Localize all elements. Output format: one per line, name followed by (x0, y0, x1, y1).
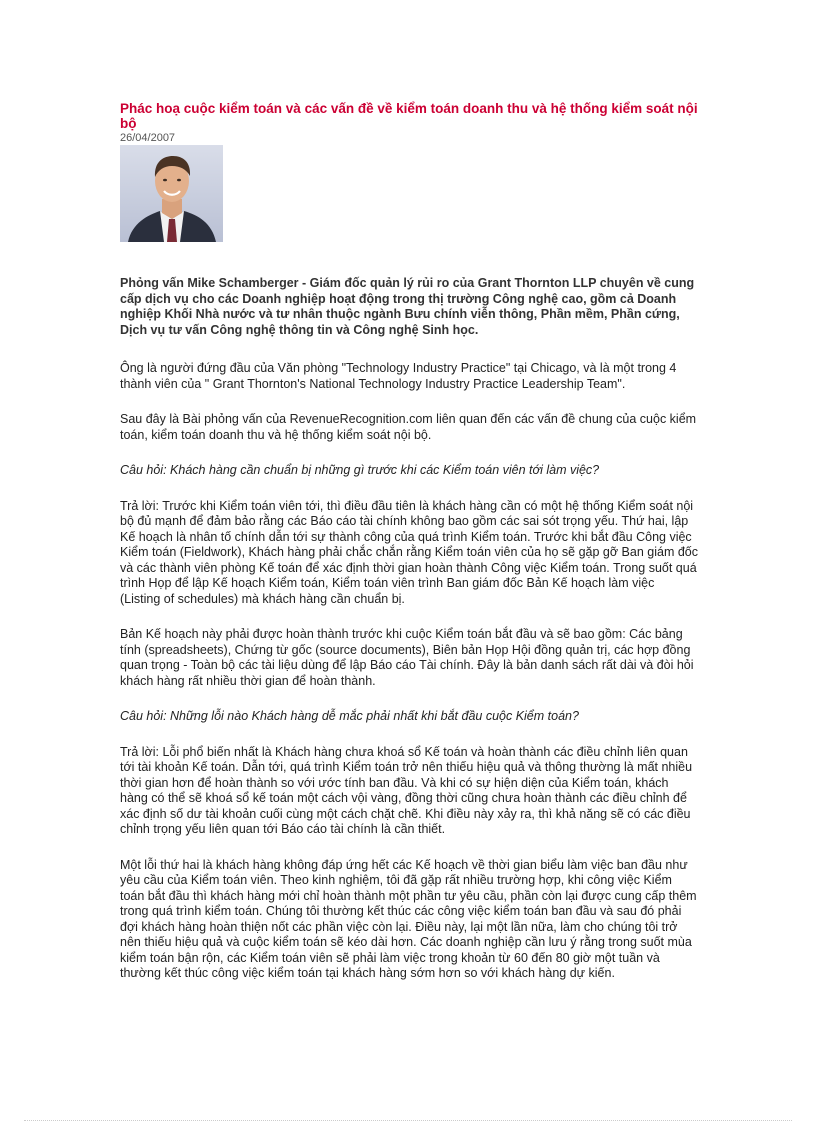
article-title: Phác hoạ cuộc kiểm toán và các vấn đề về kiểm toán doanh thu và hệ thống kiểm soát nội bộ (120, 101, 698, 131)
answer-2: Trả lời: Lỗi phổ biến nhất là Khách hàng chưa khoá sổ Kế toán và hoàn thành các điều chỉnh liên quan tới tài khoản Kế toán. Dẫn tới, quá trình Kiểm toán trở nên thiếu hiệu quả và thông thường là mất nhiều thời gian hơn để hoàn thành so với ước tính ban đầu. Và khi có sự hiện diện của Kiểm toán, khách hàng có thể sẽ khoá sổ kế toán một cách vội vàng, đồng thời cũng chưa hoàn thành các điều chỉnh để xác định số dư tài khoản cuối cùng một cách chặt chẽ. Khi điều này xảy ra, thì khả năng sẽ có các điều chỉnh trọng yếu liên quan tới Báo cáo tài chính là cần thiết. (120, 744, 693, 836)
answer-2-continued: Một lỗi thứ hai là khách hàng không đáp ứng hết các Kế hoạch về thời gian biểu làm việc ban đầu như yêu cầu của Kiểm toán viên. Theo kinh nghiệm, tôi đã gặp rất nhiều trường hợp, khi công việc Kiểm toán bắt đầu thì khách hàng mới chỉ hoàn thành một phần tư yêu cầu, phần còn lại được cung cấp thêm trong quá trình kiểm toán. Chúng tôi thường kết thúc các công việc kiểm toán ban đầu và sau đó phải đợi khách hàng hoàn thiện nốt các phần việc còn lại. Điều này, lại một lần nữa, làm cho chúng tôi trở nên thiếu hiệu quả và cuộc kiểm toán sẽ kéo dài hơn. Các doanh nghiệp cần lưu ý rằng trong suốt mùa kiểm toán bận rộn, các Kiểm toán viên sẽ phải làm việc trong khoản từ 60 đến 80 giờ một tuần và thường kết thúc công việc kiểm toán tại khách hàng sớm hơn so với khách hàng dự kiến. (120, 857, 697, 980)
paragraph-lead: Sau đây là Bài phỏng vấn của RevenueRecognition.com liên quan đến các vấn đề chung của cuộc kiểm toán, kiểm toán doanh thu và hệ thống kiểm soát nội bộ. (120, 412, 697, 442)
page-bottom-divider (24, 1120, 792, 1121)
article-date: 26/04/2007 (120, 132, 176, 144)
interview-intro: Phỏng vấn Mike Schamberger - Giám đốc quản lý rủi ro của Grant Thornton LLP chuyên về cung cấp dịch vụ cho các Doanh nghiệp hoạt động trong thị trường Công nghệ cao, gồm cả Doanh nghiệp Khối Nhà nước và tư nhân thuộc ngành Bưu chính viễn thông, Phần mềm, Phần cứng, Dịch vụ tư vấn Công nghệ thông tin và Công nghệ Sinh học. (120, 276, 695, 337)
portrait-photo (120, 145, 223, 242)
answer-1: Trả lời: Trước khi Kiểm toán viên tới, thì điều đầu tiên là khách hàng cần có một hệ thống Kiểm soát nội bộ đủ mạnh để đảm bảo rằng các Báo cáo tài chính không bao gồm các sai sót trọng yếu. Thứ hai, lập Kế hoạch là nhân tố chính dẫn tới sự thành công của quá trình Kiểm toán. Trước khi bắt đầu Công việc Kiểm toán (Fieldwork), Khách hàng phải chắc chắn rằng Kiểm toán viên của họ sẽ gặp gỡ Ban giám đốc và các thành viên phòng Kế toán để xác định thời gian hoàn thành Công việc Kiểm toán. Trong suốt quá trình Họp để lập Kế hoạch Kiểm toán, Kiểm toán viên trình Ban giám đốc Bản Kế hoạch làm việc (Listing of schedules) mà khách hàng cần chuẩn bị. (120, 498, 698, 606)
question-1: Câu hỏi: Khách hàng cần chuẩn bị những gì trước khi các Kiểm toán viên tới làm việc? (120, 463, 600, 477)
answer-1-continued: Bản Kế hoạch này phải được hoàn thành trước khi cuộc Kiểm toán bắt đầu và sẽ bao gồm: Các bảng tính (spreadsheets), Chứng từ gốc (source documents), Biên bản Họp Hội đồng quản trị, các hợp đồng quan trọng - Toàn bộ các tài liệu dùng để lập Báo cáo Tài chính. Đây là bản danh sách rất dài và đòi hỏi khách hàng rất nhiều thời gian để hoàn thành. (120, 627, 694, 688)
paragraph-bio: Ông là người đứng đầu của Văn phòng "Technology Industry Practice" tại Chicago, và là một trong 4 thành viên của " Grant Thornton's National Technology Industry Practice Leadership Team". (120, 361, 677, 391)
portrait-image-icon (120, 145, 223, 242)
question-2: Câu hỏi: Những lỗi nào Khách hàng dễ mắc phải nhất khi bắt đầu cuộc Kiểm toán? (120, 709, 579, 723)
article (120, 101, 698, 982)
